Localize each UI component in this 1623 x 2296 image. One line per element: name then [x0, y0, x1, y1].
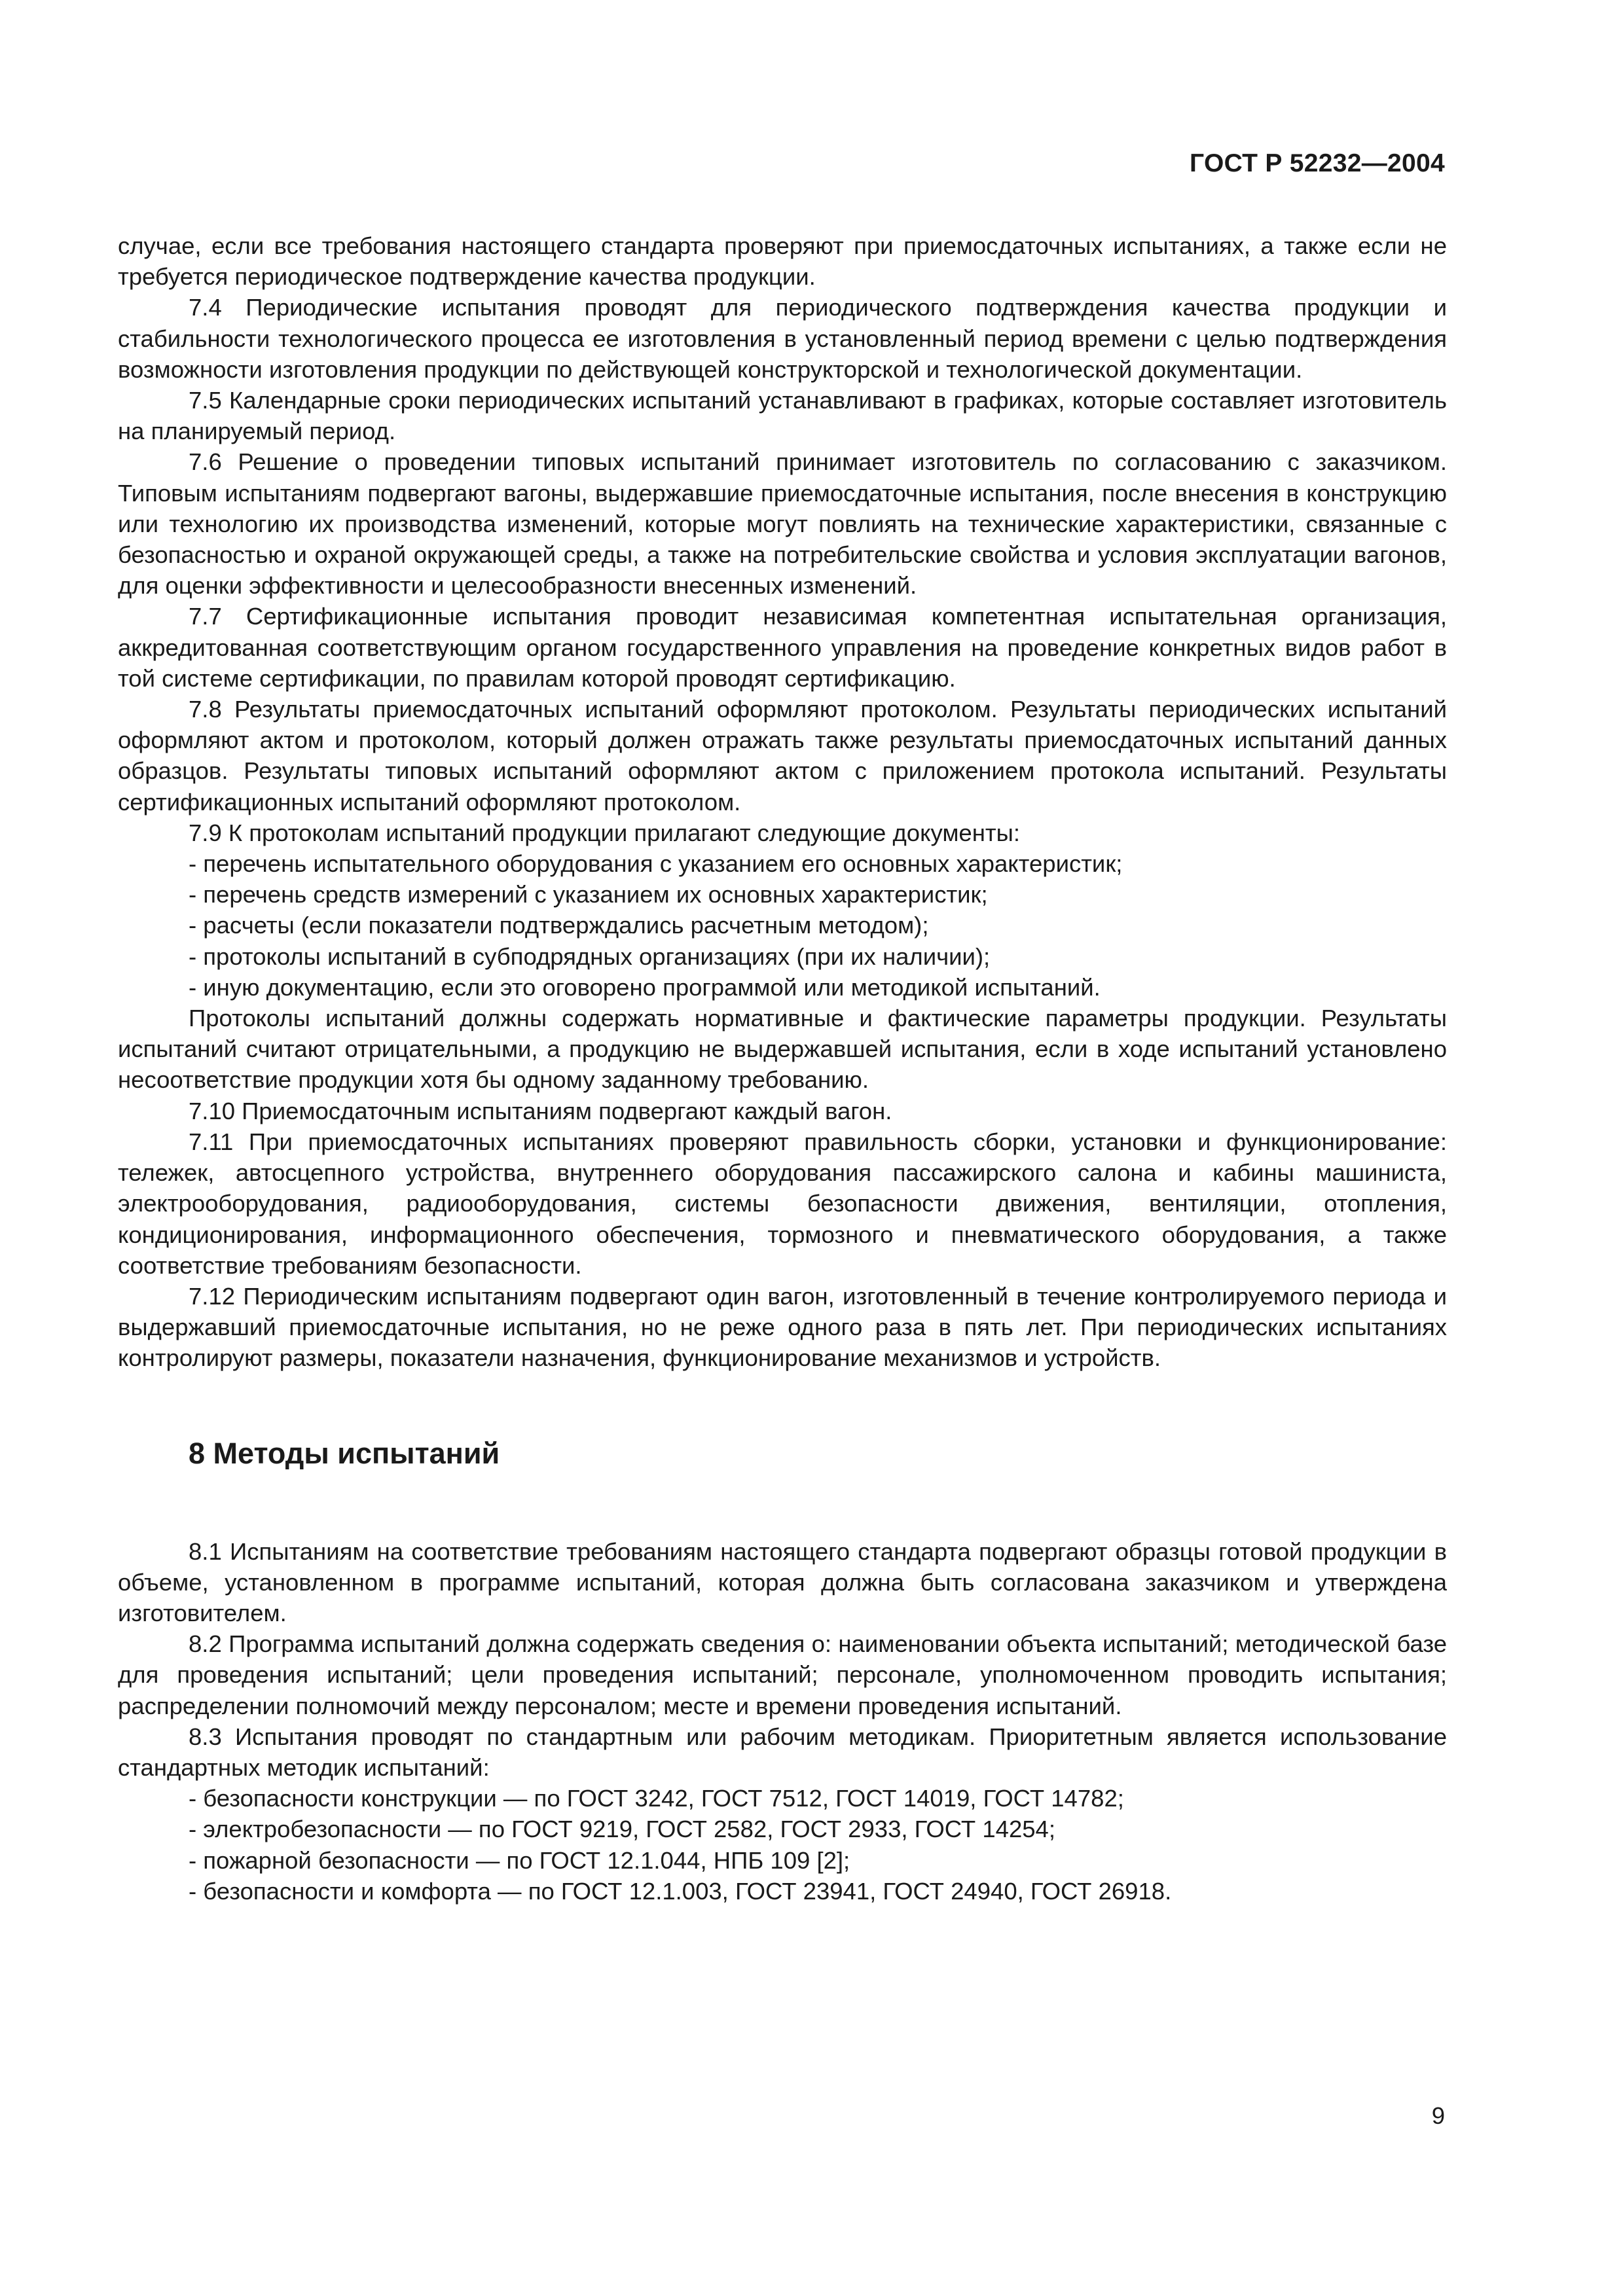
paragraph-7-7: 7.7 Сертификационные испытания проводит независимая компетентная испытательная организация, аккредитованная соответствующим органом государственного управления на проведение конкретных видов работ в той системе сертификации, по правилам которой проводят сертификацию.: [118, 603, 1447, 692]
list-item: - безопасности конструкции — по ГОСТ 3242, ГОСТ 7512, ГОСТ 14019, ГОСТ 14782;: [189, 1785, 1124, 1812]
paragraph-7-4: 7.4 Периодические испытания проводят для периодического подтверждения качества продукции и стабильности технологического процесса ее изготовления в установленный период времени с целью подтверждения возможности изготовления продукции по действующей конструкторской и технологической документации.: [118, 294, 1447, 383]
paragraph-8-1: 8.1 Испытаниям на соответствие требованиям настоящего стандарта подвергают образцы готовой продукции в объеме, установленном в программе испытаний, которая должна быть согласована заказчиком и утверждена изготовителем.: [118, 1537, 1447, 1626]
list-7-9-documents: [118, 848, 1447, 1003]
paragraph-7-6: 7.6 Решение о проведении типовых испытаний принимает изготовитель по согласованию с заказчиком. Типовым испытаниям подвергают вагоны, выдержавшие приемосдаточные испытания, после внесения в конструкцию или технологию их производства изменений, которые могут повлиять на технические характеристики, связанные с безопасностью и охраной окружающей среды, а также на потребительские свойства и условия эксплуатации вагонов, для оценки эффективности и целесообразности внесенных изменений.: [118, 448, 1447, 600]
list-8-3-methods: [118, 1783, 1447, 1907]
paragraph-7-9: 7.9 К протоколам испытаний продукции прилагают следующие документы:: [189, 819, 1020, 846]
paragraph-7-12: 7.12 Периодическим испытаниям подвергают один вагон, изготовленный в течение контролируемого периода и выдержавший приемосдаточные испытания, но не реже одного раза в пять лет. При периодических испытаниях контролируют размеры, показатели назначения, функционирование механизмов и устройств.: [118, 1282, 1447, 1372]
document-code-header: ГОСТ Р 52232—2004: [1190, 149, 1445, 177]
paragraph-7-8: 7.8 Результаты приемосдаточных испытаний оформляют протоколом. Результаты периодических испытаний оформляют актом и протоколом, который должен отражать также результаты приемосдаточных испытаний данных образцов. Результаты типовых испытаний оформляют актом с приложением протокола испытаний. Результаты сертификационных испытаний оформляют протоколом.: [118, 696, 1447, 816]
paragraph-7-5: 7.5 Календарные сроки периодических испытаний устанавливают в графиках, которые составляет изготовитель на планируемый период.: [118, 387, 1447, 445]
page-number: 9: [1431, 2102, 1445, 2129]
document-body: [118, 230, 1447, 1907]
list-item: - перечень средств измерений с указанием их основных характеристик;: [189, 881, 988, 908]
list-item: - электробезопасности — по ГОСТ 9219, ГОСТ 2582, ГОСТ 2933, ГОСТ 14254;: [189, 1816, 1055, 1843]
list-item: - иную документацию, если это оговорено программой или методикой испытаний.: [189, 973, 1101, 1001]
list-item: - пожарной безопасности — по ГОСТ 12.1.044, НПБ 109 [2];: [189, 1846, 850, 1874]
list-item: - перечень испытательного оборудования с указанием его основных характеристик;: [189, 850, 1123, 878]
paragraph-7-3-continuation: случае, если все требования настоящего стандарта проверяют при приемосдаточных испытаниях, а также если не требуется периодическое подтверждение качества продукции.: [118, 232, 1447, 291]
list-item: - безопасности и комфорта — по ГОСТ 12.1.003, ГОСТ 23941, ГОСТ 24940, ГОСТ 26918.: [189, 1877, 1172, 1905]
paragraph-8-2: 8.2 Программа испытаний должна содержать сведения о: наименовании объекта испытаний; методической базе для проведения испытаний; цели проведения испытаний; персонале, уполномоченном проводить испытания; распределении полномочий между персоналом; месте и времени проведения испытаний.: [118, 1630, 1447, 1719]
section-8-title: 8 Методы испытаний: [189, 1436, 500, 1470]
list-item: - протоколы испытаний в субподрядных организациях (при их наличии);: [189, 942, 991, 970]
paragraph-8-3: 8.3 Испытания проводят по стандартным или рабочим методикам. Приоритетным является использование стандартных методик испытаний:: [118, 1723, 1447, 1781]
paragraph-7-11: 7.11 При приемосдаточных испытаниях проверяют правильность сборки, установки и функционирование: тележек, автосцепного устройства, внутреннего оборудования пассажирского салона и кабины машиниста, электрооборудования, радиооборудования, системы безопасности движения, вентиляции, отопления, кондиционирования, информационного обеспечения, тормозного и пневматического оборудования, а также соответствие требованиям безопасности.: [118, 1128, 1447, 1279]
paragraph-7-9-protocol-results: Протоколы испытаний должны содержать нормативные и фактические параметры продукции. Результаты испытаний считают отрицательными, а продукцию не выдержавшей испытания, если в ходе испытаний установлено несоответствие продукции хотя бы одному заданному требованию.: [118, 1005, 1447, 1094]
list-item: - расчеты (если показатели подтверждались расчетным методом);: [189, 912, 929, 939]
paragraph-7-10: 7.10 Приемосдаточным испытаниям подвергают каждый вагон.: [189, 1097, 892, 1124]
